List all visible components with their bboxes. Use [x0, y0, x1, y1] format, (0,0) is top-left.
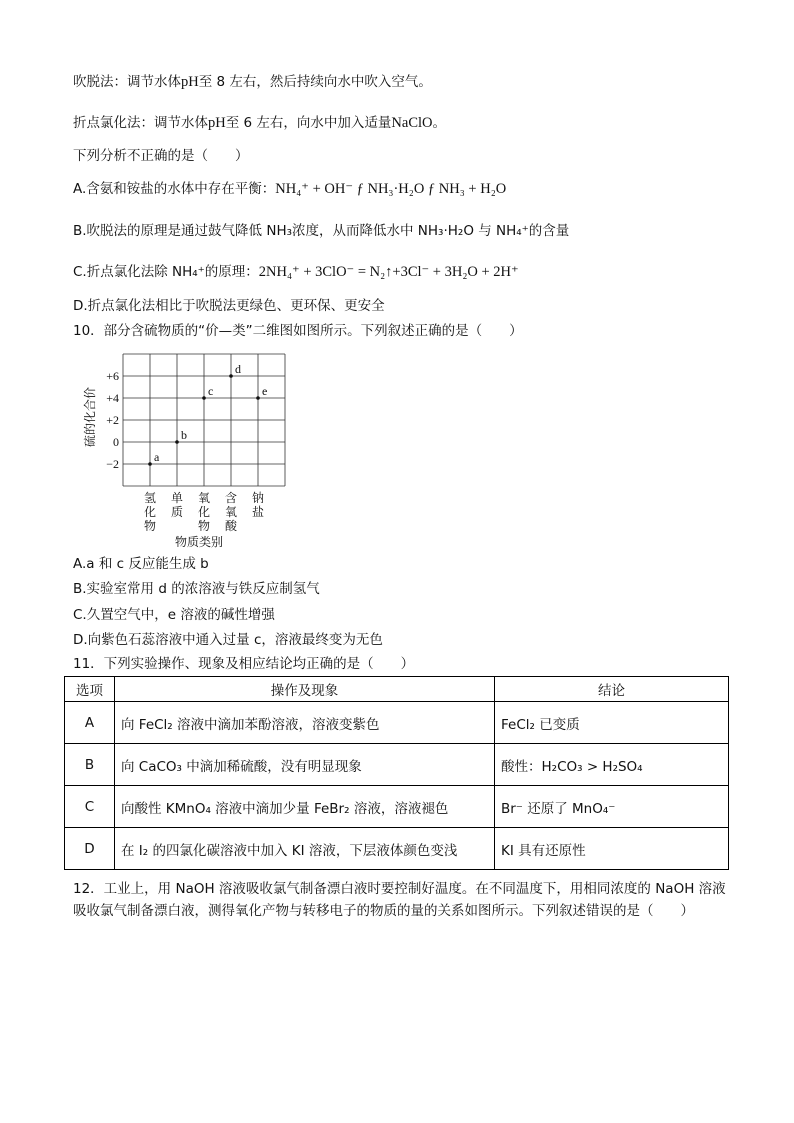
x-category-label: 含	[224, 491, 238, 505]
x-category-label: 酸	[224, 519, 238, 533]
table-row	[65, 786, 729, 828]
table-row	[65, 828, 729, 870]
row-operation: 向酸性 KMnO₄ 溶液中滴加少量 FeBr₂ 溶液，溶液褪色	[115, 786, 495, 828]
y-tick-labels	[106, 369, 119, 471]
point-label-c: c	[208, 384, 214, 398]
reagent-naclo: NaClO	[391, 115, 433, 131]
q10-option-b: B.实验室常用 d 的浓溶液与铁反应制氢气	[73, 581, 320, 597]
data-points	[148, 362, 267, 466]
blowoff-rest: 至 8 左右，然后持续向水中吹入空气。	[198, 74, 432, 90]
point-label-b: b	[181, 428, 187, 442]
row-conclusion: 酸性：H₂CO₃ > H₂SO₄	[495, 744, 729, 786]
q9-stem: 下列分析不正确的是（ ）	[73, 148, 249, 164]
x-category-label: 氧	[197, 491, 211, 505]
q11-stem: 11．下列实验操作、现象及相应结论均正确的是（ ）	[73, 656, 415, 672]
point-c	[202, 396, 206, 400]
point-b	[175, 440, 179, 444]
q10-stem: 10．部分含硫物质的“价—类”二维图如图所示。下列叙述正确的是（ ）	[73, 323, 523, 339]
x-category-label: 氧	[224, 505, 238, 519]
q10-option-d: D.向紫色石蕊溶液中通入过量 c，溶液最终变为无色	[73, 632, 383, 648]
q12-stem: 12．工业上，用 NaOH 溶液吸收氯气制备漂白液时要控制好温度。在不同温度下，用相同浓度的 NaOH 溶液吸收氯气制备漂白液，测得氧化产物与转移电子的物质的量的关系如图所示。下列叙述错误的是（ ）	[73, 881, 726, 919]
x-category-labels	[144, 490, 264, 533]
row-conclusion: Br⁻ 还原了 MnO₄⁻	[495, 786, 729, 828]
row-option: C	[65, 786, 115, 828]
x-category-label: 化	[197, 505, 211, 519]
table-row	[65, 744, 729, 786]
x-category-label: 盐	[251, 505, 265, 519]
q9-option-a	[73, 179, 506, 199]
x-category-label: 钠	[251, 491, 265, 505]
x-category-label: 质	[170, 505, 184, 519]
x-category-label: 化	[143, 505, 157, 519]
blowoff-method	[73, 72, 432, 92]
q9-option-c	[73, 262, 519, 282]
q9-option-d: D.折点氯化法相比于吹脱法更绿色、更环保、更安全	[73, 298, 385, 314]
y-tick-label: +2	[106, 413, 119, 427]
header-option: 选项	[65, 677, 115, 702]
row-operation: 向 FeCl₂ 溶液中滴加苯酚溶液，溶液变紫色	[115, 702, 495, 744]
point-a	[148, 462, 152, 466]
chlorination-end: 。	[432, 115, 446, 131]
row-operation: 向 CaCO₃ 中滴加稀硫酸，没有明显现象	[115, 744, 495, 786]
y-tick-label: +6	[106, 369, 119, 383]
valence-class-chart	[80, 348, 300, 558]
row-option: D	[65, 828, 115, 870]
point-d	[229, 374, 233, 378]
row-option: A	[65, 702, 115, 744]
ph-symbol: pH	[208, 115, 226, 131]
x-category-label: 物	[143, 519, 157, 533]
row-operation: 在 I₂ 的四氯化碳溶液中加入 KI 溶液，下层液体颜色变浅	[115, 828, 495, 870]
x-category-label: 单	[170, 491, 184, 505]
experiment-table	[64, 676, 729, 870]
x-category-label: 物	[197, 519, 211, 533]
y-axis-label: 硫的化合价	[83, 386, 97, 448]
q10-option-a: A.a 和 c 反应能生成 b	[73, 556, 209, 572]
row-conclusion: KI 具有还原性	[495, 828, 729, 870]
point-label-d: d	[235, 362, 241, 376]
header-operation: 操作及现象	[115, 677, 495, 702]
q9-option-b: B.吹脱法的原理是通过鼓气降低 NH₃浓度，从而降低水中 NH₃·H₂O 与 NH₄⁺的含量	[73, 223, 570, 239]
y-tick-label: 0	[113, 435, 119, 449]
row-option: B	[65, 744, 115, 786]
point-label-a: a	[154, 450, 160, 464]
blowoff-label: 吹脱法：调节水体	[73, 74, 181, 90]
x-axis-label: 物质类别	[174, 535, 224, 549]
x-category-label: 氢	[143, 491, 157, 505]
ph-symbol: pH	[181, 74, 199, 90]
table-header-row	[65, 677, 729, 702]
equilibrium-equation: NH₄⁺ + OH⁻ ƒ NH₃·H₂O ƒ NH₃ + H₂O	[275, 181, 507, 197]
q10-option-c: C.久置空气中，e 溶液的碱性增强	[73, 607, 275, 623]
option-a-text: A.含氨和铵盐的水体中存在平衡：	[73, 181, 276, 197]
reaction-equation: 2NH₄⁺ + 3ClO⁻ = N₂↑+3Cl⁻ + 3H₂O + 2H⁺	[258, 264, 519, 280]
row-conclusion: FeCl₂ 已变质	[495, 702, 729, 744]
table-row	[65, 702, 729, 744]
y-tick-label: −2	[106, 457, 119, 471]
chlorination-rest: 至 6 左右，向水中加入适量	[225, 115, 392, 131]
point-e	[256, 396, 260, 400]
chlorination-method	[73, 113, 446, 133]
y-tick-label: +4	[106, 391, 119, 405]
chlorination-label: 折点氯化法：调节水体	[73, 115, 208, 131]
chart-grid	[123, 354, 285, 486]
header-conclusion: 结论	[495, 677, 729, 702]
point-label-e: e	[262, 384, 268, 398]
option-c-text: C.折点氯化法除 NH₄⁺的原理：	[73, 264, 259, 280]
